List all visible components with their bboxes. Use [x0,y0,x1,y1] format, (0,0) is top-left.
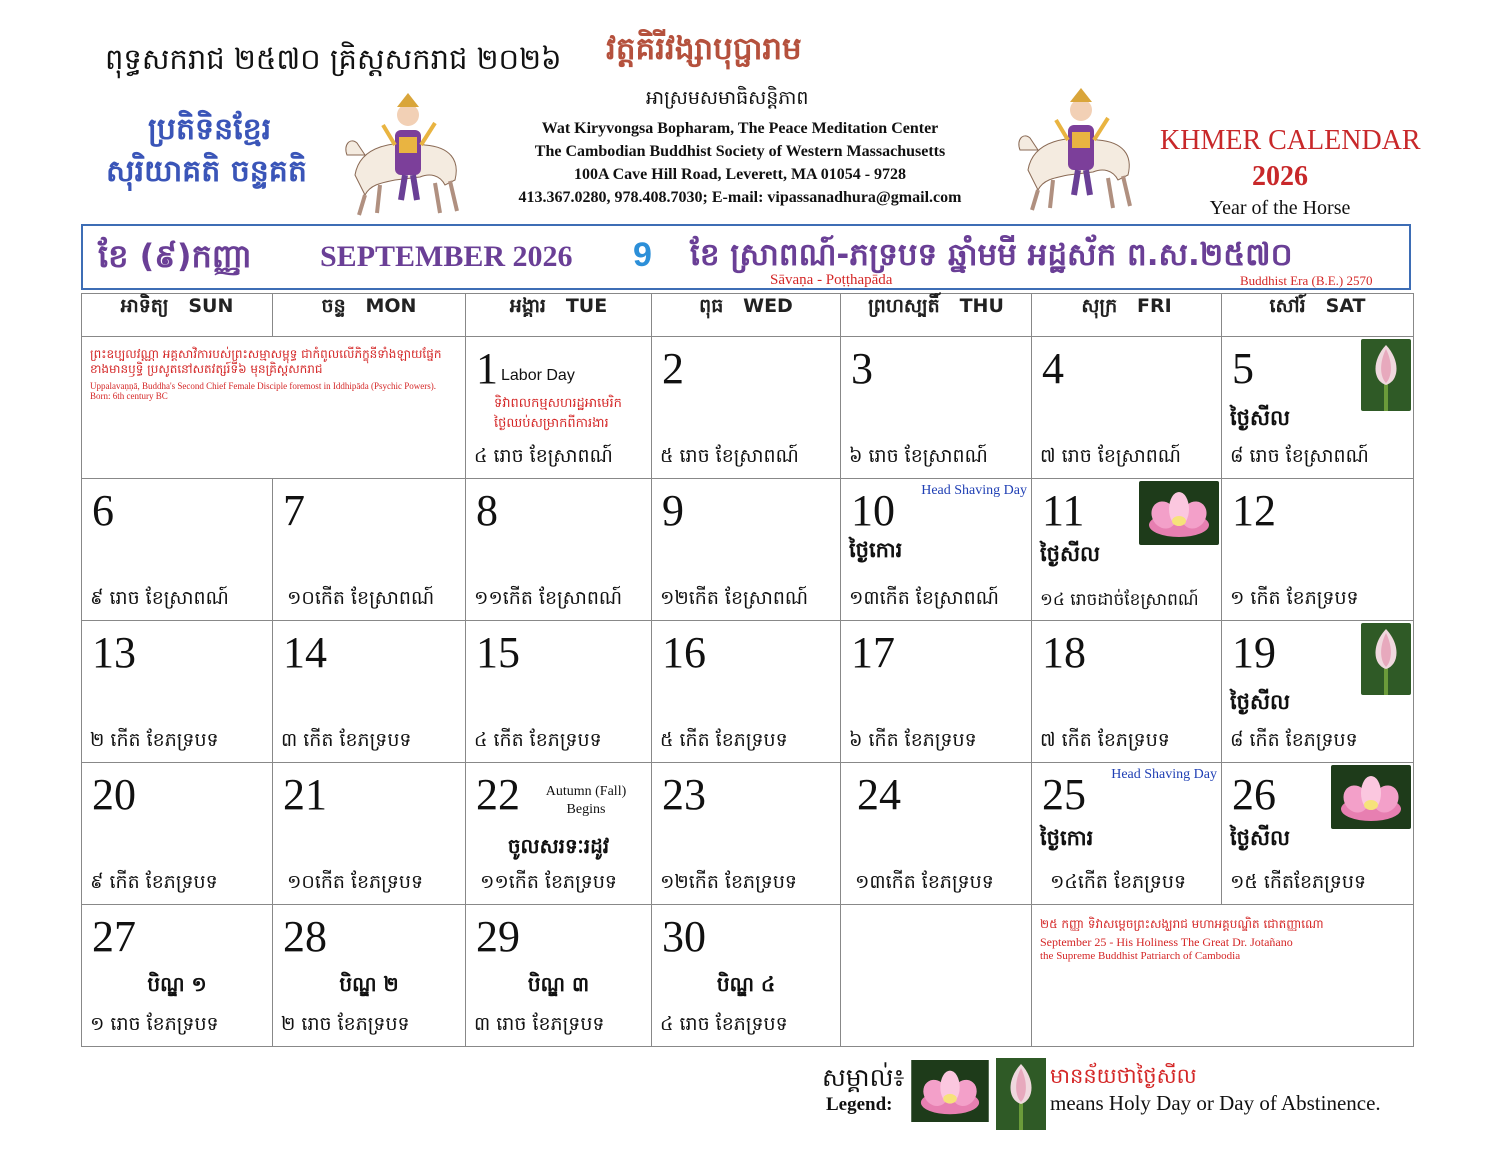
holiday-label-kh: ថ្ងៃឈប់សម្រាកពីការងារ [494,416,609,431]
day-number: 24 [857,770,901,819]
day-number: 23 [662,770,706,819]
lunar-date: ២ រោច ខែភទ្របទ [281,1013,410,1035]
lunar-date: ១០កើត ខែស្រាពណ៍ [287,587,435,609]
day-number: 19 [1232,628,1276,677]
lunar-date: ១២កើត ខែស្រាពណ៍ [660,587,809,609]
empty-cell [841,905,1032,1047]
day-cell [1222,621,1414,763]
day-cell [841,337,1032,479]
lunar-date: ៩ កើត ខែភទ្របទ [90,871,218,893]
day-number: 5 [1232,344,1254,393]
lunar-date: ១៣កើត ខែស្រាពណ៍ [849,587,999,609]
day-cell [652,905,841,1047]
day-cell [466,621,652,763]
day-number: 25 [1042,770,1086,819]
note-patriarch-en: September 25 - His Holiness The Great Dr. Jotañano [1040,935,1293,949]
weekday-header: ពុធ WED [652,294,841,337]
holiday-label-kh: ទិវាពលកម្មសហរដ្ឋអាមេរិក [494,396,622,411]
lunar-date: ៥ កើត ខែភទ្របទ [660,729,788,751]
pink-lotus-flower-icon [1331,765,1411,829]
address-line: Wat Kiryvongsa Bopharam, The Peace Meditation Center [541,120,939,137]
buddhist-era: Buddhist Era (B.E.) 2570 [1240,273,1373,288]
month-number: 9 [633,236,652,274]
lunar-date: ១ រោច ខែភទ្របទ [90,1013,219,1035]
lotus-bud-icon [1361,339,1411,411]
note-uppalavanna-kh: ព្រះឧប្បលវណ្ណា អគ្គសាវិការបស់ព្រះសម្មាសម្ពុទ្ធ ជាកំពូលលើភិក្ខុនីទាំងឡាយផ្នែកខាងមានឫទ្ធិ ប្រសូតនៅសតវត្សរ៍ទី៦ មុនគ្រិស្តសករាជ [90,347,442,376]
lunar-date: ៤ រោច ខែស្រាពណ៍ [474,445,613,467]
lunar-date: ១៤កើត ខែភទ្របទ [1050,871,1187,893]
pchum-ben-day-label: បិណ្ឌ ៤ [716,972,776,996]
pink-lotus-flower-icon [1139,481,1219,545]
lunar-date: ៤ កើត ខែភទ្របទ [474,729,602,751]
day-cell [652,337,841,479]
day-cell [466,905,652,1047]
day-number: 8 [476,486,498,535]
calendar-year: 2026 [1252,161,1308,192]
note-uppalavanna-en: Uppalavaṇṇā, Buddha's Second Chief Female Disciple foremost in Iddhipāda (Psychic Powers). [90,381,437,391]
day-cell [466,479,652,621]
khmer-calendar-title: KHMER CALENDAR [1160,125,1421,156]
shaving-day-label-kh: ថ្ងៃកោរ [1040,826,1094,850]
day-number: 26 [1232,770,1276,819]
lunar-date: ៣ រោច ខែភទ្របទ [474,1013,605,1035]
day-number: 15 [476,628,520,677]
day-cell [273,905,466,1047]
deity-on-horse-icon [1008,80,1148,215]
pink-lotus-flower-icon [910,1060,990,1122]
autumn-begins-label: Autumn (Fall) Begins [545,784,627,818]
holy-day-label: ថ្ងៃសីល [1230,826,1290,850]
lunar-date: ១៥ កើតខែភទ្របទ [1230,871,1367,893]
day-cell [82,905,273,1047]
day-number: 3 [851,344,873,393]
note-patriarch-title: the Supreme Buddhist Patriarch of Cambodia [1040,950,1241,962]
address-line: 100A Cave Hill Road, Leverett, MA 01054 - 9728 [573,166,907,183]
lunar-date: ១០កើត ខែភទ្របទ [287,871,424,893]
month-name-en: SEPTEMBER 2026 [320,240,573,273]
lunar-date: ៦ រោច ខែស្រាពណ៍ [849,445,988,467]
lunar-date: ៨ កើត ខែភទ្របទ [1230,729,1358,751]
note-cell-patriarch [1032,905,1414,1047]
lunar-date: ៨ រោច ខែស្រាពណ៍ [1230,445,1369,467]
day-cell [652,621,841,763]
lunar-date: ៥ រោច ខែស្រាពណ៍ [660,445,799,467]
day-cell [273,479,466,621]
calendar-title-kh: ប្រតិទិនខ្មែរ [148,112,272,147]
head-shaving-label: Head Shaving Day [1111,767,1217,782]
day-cell [1032,621,1222,763]
holiday-label: Labor Day [501,367,575,384]
lunar-date: ១៤ រោចដាច់ខែស្រាពណ៍ [1040,590,1199,610]
weekday-header: សៅរ៍ SAT [1222,294,1414,337]
weekday-header: ចន្ទ MON [273,294,466,337]
lunar-date: ១១កើត ខែស្រាពណ៍ [474,587,623,609]
week-row [82,337,1414,479]
calendar-grid [81,293,1414,1047]
lunar-date: ២ កើត ខែភទ្របទ [90,729,219,751]
legend-meaning-kh: មានន័យថាថ្ងៃសីល [1050,1064,1197,1088]
month-name-kh: ខែ (៩)កញ្ញា [98,237,252,275]
lunar-date: ៩ រោច ខែស្រាពណ៍ [90,587,229,609]
day-number: 6 [92,486,114,535]
day-cell [1032,479,1222,621]
day-number: 12 [1232,486,1276,535]
holy-day-label: ថ្ងៃសីល [1040,542,1100,566]
day-number: 18 [1042,628,1086,677]
day-number: 9 [662,486,684,535]
wat-name-kh: វត្តគិរីវង្សាបុប្ផារាម [606,31,802,67]
legend-label: Legend: [826,1094,893,1115]
weekday-header: ព្រហស្បតិ៍ THU [841,294,1032,337]
day-cell [82,621,273,763]
day-cell [652,479,841,621]
day-number: 30 [662,912,706,961]
week-row [82,479,1414,621]
day-cell [466,337,652,479]
year-heading: ពុទ្ធសករាជ ២៥៧០ គ្រិស្តសករាជ ២០២៦ [105,42,562,76]
day-number: 2 [662,344,684,393]
legend-label-kh: សម្គាល់៖ [822,1063,905,1092]
lunar-date: ១ កើត ខែភទ្របទ [1230,587,1359,609]
day-cell [1032,763,1222,905]
lotus-bud-icon [996,1058,1046,1130]
week-row [82,905,1414,1047]
day-number: 11 [1042,486,1085,535]
lunar-month-kh: ខែ ស្រាពណ៍-ភទ្របទ ឆ្នាំមមី អដ្ឋស័ក ព.ស.២៥៧០ [690,237,1293,273]
lunar-date: ៦ កើត ខែភទ្របទ [849,729,977,751]
contact-line: 413.367.0280, 978.408.7030; E-mail: vipassanadhura@gmail.com [518,189,962,206]
weekday-header: អង្គារ TUE [466,294,652,337]
pchum-ben-day-label: បិណ្ឌ ៣ [527,972,590,996]
calendar-subtitle-kh: សុរិយាគតិ ចន្ទគតិ [106,154,307,189]
day-number: 22 [476,770,520,819]
lunar-date: ១៣កើត ខែភទ្របទ [855,871,994,893]
lunar-month-pali: Sāvaṇa - Poṭṭhapāda [770,272,893,288]
deity-on-horse-icon [335,85,475,220]
day-number: 29 [476,912,520,961]
note-cell-uppalavanna [82,337,466,479]
year-of-horse: Year of the Horse [1209,197,1351,219]
lunar-date: ១១កើត ខែភទ្របទ [480,871,617,893]
day-number: 16 [662,628,706,677]
day-cell [841,621,1032,763]
note-patriarch-kh: ២៥ កញ្ញា ទិវាសម្តេចព្រះសង្ឃរាជ មហាអគ្គបណ្ឌិត ជោតញ្ញាណោ [1040,917,1324,931]
lunar-date: ៧ រោច ខែស្រាពណ៍ [1040,445,1181,467]
day-number: 14 [283,628,327,677]
day-number: 7 [283,486,305,535]
day-number: 21 [283,770,327,819]
day-cell [841,479,1032,621]
day-cell [82,479,273,621]
day-cell [273,621,466,763]
day-cell [841,763,1032,905]
day-cell [1032,337,1222,479]
day-cell [1222,337,1414,479]
day-cell [652,763,841,905]
lotus-bud-icon [1361,623,1411,695]
day-number: 13 [92,628,136,677]
day-cell [1222,763,1414,905]
wat-subtitle-kh: អាស្រមសមាធិសន្តិភាព [646,87,809,109]
shaving-day-label-kh: ថ្ងៃកោរ [849,538,903,562]
day-number: 10 [851,486,895,535]
day-cell [82,763,273,905]
pchum-ben-day-label: បិណ្ឌ ១ [147,972,207,996]
lunar-date: ៤ រោច ខែភទ្របទ [660,1013,788,1035]
week-row [82,763,1414,905]
day-cell [466,763,652,905]
weekday-header: អាទិត្យ SUN [82,294,273,337]
address-line: The Cambodian Buddhist Society of Western Massachusetts [534,143,946,160]
holy-day-label: ថ្ងៃសីល [1230,690,1290,714]
legend-meaning: means Holy Day or Day of Abstinence. [1050,1091,1381,1115]
day-number: 1 [476,344,498,393]
note-uppalavanna-born: Born: 6th century BC [90,391,168,402]
lunar-date: ៧ កើត ខែភទ្របទ [1040,729,1170,751]
day-number: 27 [92,912,136,961]
day-number: 28 [283,912,327,961]
weekday-header-row [82,294,1414,337]
holy-day-label: ថ្ងៃសីល [1230,406,1290,430]
autumn-begins-label-kh: ចូលសរទៈរដូវ [507,834,610,858]
day-cell [273,763,466,905]
pchum-ben-day-label: បិណ្ឌ ២ [339,972,399,996]
day-cell [1222,479,1414,621]
day-number: 20 [92,770,136,819]
lunar-date: ៣ កើត ខែភទ្របទ [281,729,412,751]
day-number: 17 [851,628,895,677]
head-shaving-label: Head Shaving Day [921,483,1027,498]
lunar-date: ១២កើត ខែភទ្របទ [660,871,797,893]
day-number: 4 [1042,344,1064,393]
weekday-header: សុក្រ FRI [1032,294,1222,337]
week-row [82,621,1414,763]
